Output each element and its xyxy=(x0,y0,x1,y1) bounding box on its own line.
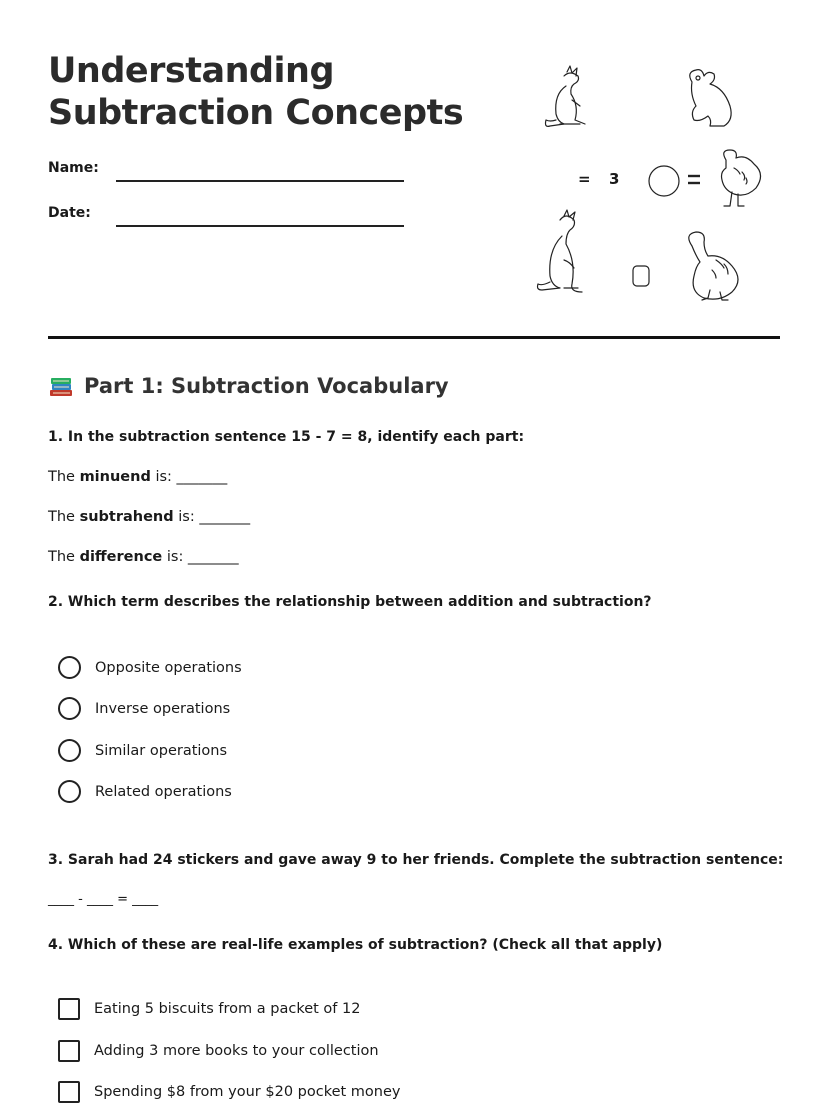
radio-button[interactable] xyxy=(58,656,81,679)
name-field[interactable] xyxy=(116,180,404,182)
option-label: Adding 3 more books to your collection xyxy=(94,1043,379,1059)
name-label: Name: xyxy=(48,160,99,176)
date-field[interactable] xyxy=(116,225,404,227)
operator-circle-icon xyxy=(649,166,679,196)
line-prefix: The xyxy=(48,469,80,485)
answer-blank[interactable]: is: _______ xyxy=(162,549,239,565)
line-prefix: The xyxy=(48,549,80,565)
q3-answer-blank[interactable]: ____ - ____ = ____ xyxy=(48,892,159,907)
kangaroo-icon xyxy=(546,66,586,126)
emu-large-icon xyxy=(689,232,738,300)
question-2: 2. Which term describes the relationship between addition and subtraction? xyxy=(48,594,652,610)
term-subtrahend: subtrahend xyxy=(79,509,174,525)
option-label: Related operations xyxy=(95,783,232,800)
title-line-2: Subtraction Concepts xyxy=(48,93,464,133)
answer-blank[interactable]: is: _______ xyxy=(173,509,251,525)
date-label: Date: xyxy=(48,205,91,221)
section-divider xyxy=(48,336,780,339)
emu-icon xyxy=(722,150,761,206)
q1-minuend-line[interactable] xyxy=(48,469,227,485)
option-label: Opposite operations xyxy=(95,659,242,676)
option-label: Spending $8 from your $20 pocket money xyxy=(94,1084,401,1100)
term-difference: difference xyxy=(79,549,163,565)
q4-option[interactable] xyxy=(58,1040,379,1062)
wombat-icon xyxy=(690,70,731,126)
radio-button[interactable] xyxy=(58,739,81,762)
q4-option[interactable] xyxy=(58,1081,401,1103)
option-label: Inverse operations xyxy=(95,700,231,717)
checkbox[interactable] xyxy=(58,998,80,1020)
answer-blank[interactable]: is: _______ xyxy=(150,469,228,485)
question-3: 3. Sarah had 24 stickers and gave away 9 to her friends. Complete the subtraction sentence: xyxy=(48,852,784,868)
option-label: Similar operations xyxy=(95,742,228,759)
title-line-1: Understanding xyxy=(48,51,335,91)
checkbox[interactable] xyxy=(58,1081,80,1103)
checkbox[interactable] xyxy=(58,1040,80,1062)
animal-equation-illustration xyxy=(520,60,780,310)
q4-option[interactable] xyxy=(58,998,360,1020)
q1-difference-line[interactable] xyxy=(48,549,239,565)
question-1: 1. In the subtraction sentence 15 - 7 = 8, identify each part: xyxy=(48,429,525,445)
kangaroo-large-icon xyxy=(538,210,583,292)
term-minuend: minuend xyxy=(79,469,151,485)
q2-option[interactable] xyxy=(58,697,230,720)
radio-button[interactable] xyxy=(58,697,81,720)
q2-option[interactable] xyxy=(58,780,232,803)
q2-option[interactable] xyxy=(58,656,242,679)
part1-heading xyxy=(48,374,449,398)
books-icon xyxy=(48,374,74,398)
q1-subtrahend-line[interactable] xyxy=(48,509,250,525)
worksheet-title xyxy=(48,50,463,134)
question-4: 4. Which of these are real-life examples of subtraction? (Check all that apply) xyxy=(48,937,663,953)
option-label: Eating 5 biscuits from a packet of 12 xyxy=(94,1001,361,1017)
line-prefix: The xyxy=(48,509,80,525)
equation-equals: = xyxy=(578,170,591,188)
radio-button[interactable] xyxy=(58,780,81,803)
equals-sign-icon xyxy=(688,176,700,183)
q2-option[interactable] xyxy=(58,739,227,762)
operator-square-icon xyxy=(633,266,649,286)
part1-heading-text: Part 1: Subtraction Vocabulary xyxy=(84,374,449,398)
equation-number: 3 xyxy=(609,170,620,188)
animal-drawings xyxy=(520,60,780,310)
